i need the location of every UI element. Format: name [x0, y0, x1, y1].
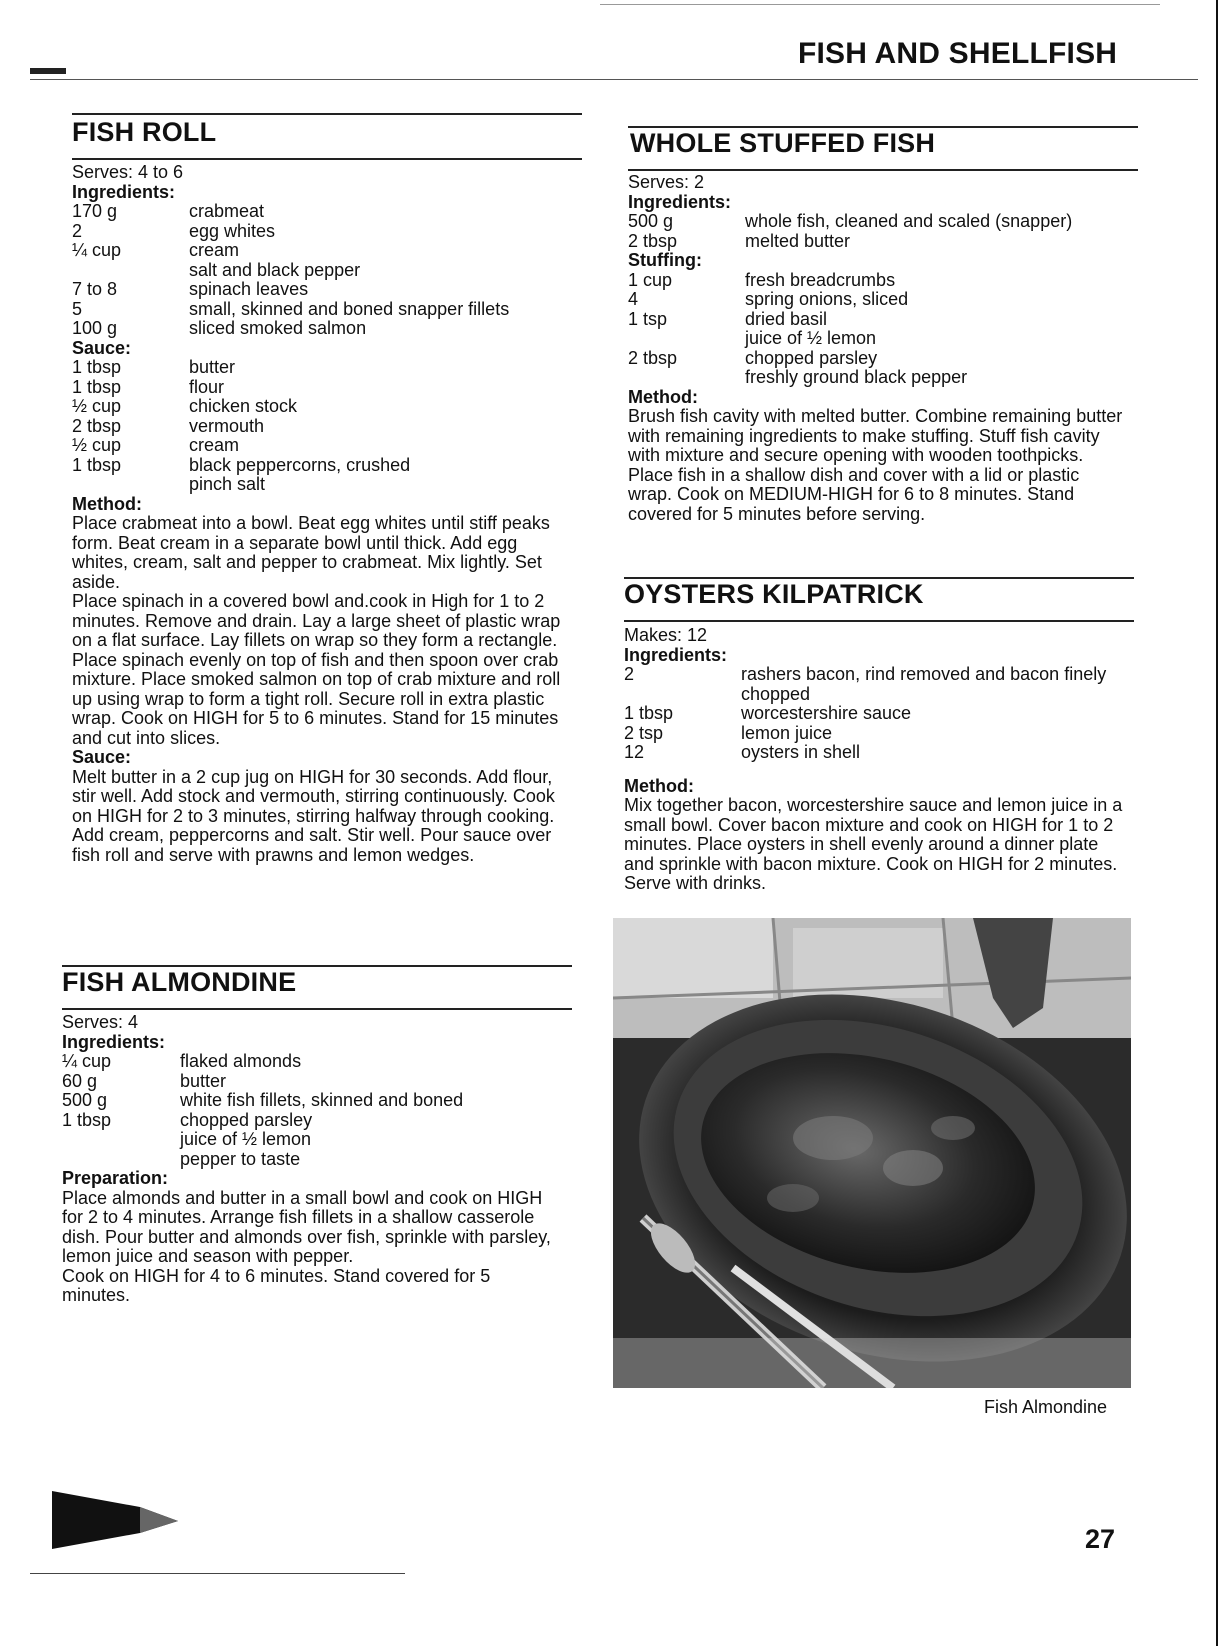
fish-almondine-serves: Serves: 4 — [62, 1012, 139, 1032]
ingredient-row — [72, 475, 582, 495]
ingredient-name: salt and black pepper — [189, 259, 361, 280]
right-edge-rule — [1216, 0, 1218, 1646]
ingredient-qty: ¼ cup — [72, 240, 122, 260]
ingredient-name: juice of ½ lemon — [745, 328, 877, 348]
ingredient-qty: 7 to 8 — [72, 279, 118, 299]
ingredient-name: sliced smoked salmon — [189, 318, 367, 338]
spacer — [624, 763, 1134, 777]
ingredient-qty: 1 tsp — [628, 308, 668, 329]
ingredient-row — [624, 665, 1134, 704]
ingredient-row — [72, 456, 582, 476]
ingredient-qty — [62, 1130, 180, 1150]
ingredient-qty: ¼ cup — [62, 1051, 112, 1071]
ingredient-name: egg whites — [189, 220, 276, 241]
ingredient-name: chopped parsley — [745, 347, 878, 368]
whole-stuffed-fish-method-text: Brush fish cavity with melted butter. Combine remaining butter with remaining ingredients to make stuffing. Stuff fish cavity with mixture and secure opening with wooden toothpicks. Place fish in a shallow dish and cover with a lid or plastic wrap. Cook on MEDIUM-HIGH for 6 to 8 minutes. Stand covered for 5 minutes before serving. — [628, 406, 1123, 524]
ingredient-qty: 170 g — [72, 201, 118, 221]
ingredient-row — [62, 1072, 572, 1092]
fish-almondine-ingredients-label: Ingredients: — [62, 1031, 166, 1052]
ingredient-qty: 2 — [624, 664, 635, 684]
ingredient-row — [72, 280, 582, 300]
ingredient-name: chopped parsley — [180, 1109, 313, 1130]
arrow-icon — [50, 1487, 180, 1553]
ingredient-name: black peppercorns, crushed — [189, 454, 411, 475]
ingredient-row — [628, 290, 1138, 310]
ingredient-name: pepper to taste — [180, 1148, 301, 1169]
ingredient-row — [628, 329, 1138, 349]
ingredient-name: dried basil — [745, 308, 828, 329]
fish-almondine-preparation-text: Place almonds and butter in a small bowl and cook on HIGH for 2 to 4 minutes. Arrange fish fillets in a shallow casserole dish. Pour butter and almonds over fish, sprinkle with parsley, lemon juice and season with pepper. Cook on HIGH for 4 to 6 minutes. Stand covered for 5 minutes. — [62, 1187, 551, 1305]
ingredient-row — [72, 378, 582, 398]
fish-roll-ingredient-list — [72, 202, 582, 339]
ingredient-row — [624, 704, 1134, 724]
ingredient-row — [628, 368, 1138, 388]
ingredient-qty — [72, 261, 189, 281]
ingredient-name: butter — [180, 1070, 227, 1091]
fish-roll-sauce-label: Sauce: — [72, 337, 132, 358]
ingredient-qty — [72, 475, 189, 495]
ingredient-row — [62, 1091, 572, 1111]
ingredient-row — [628, 212, 1138, 232]
oysters-kilpatrick-method-label: Method: — [624, 775, 694, 796]
ingredient-row — [624, 743, 1134, 763]
page-title: FISH AND SHELLFISH — [798, 37, 1118, 70]
ingredient-name: flaked almonds — [180, 1051, 302, 1071]
ingredient-qty: 2 tbsp — [628, 230, 678, 251]
whole-stuffed-fish-bottom-rule — [628, 169, 1138, 171]
ingredient-row — [624, 724, 1134, 744]
ingredient-row — [72, 222, 582, 242]
ingredient-qty: 2 tbsp — [628, 347, 678, 368]
page-number: 27 — [1085, 1524, 1116, 1554]
whole-stuffed-fish-stuffing-label: Stuffing: — [628, 250, 702, 270]
ingredient-qty: 60 g — [62, 1070, 98, 1091]
footer-arrow-mark — [50, 1487, 180, 1553]
ingredient-row — [62, 1130, 572, 1150]
ingredient-qty: 2 tbsp — [72, 415, 122, 436]
ingredient-qty: 4 — [628, 289, 639, 309]
ingredient-name: whole fish, cleaned and scaled (snapper) — [745, 211, 1073, 231]
oysters-kilpatrick-ingredient-list — [624, 665, 1134, 763]
ingredient-qty: ½ cup — [72, 396, 122, 416]
ingredient-row — [72, 358, 582, 378]
ingredient-qty: 1 tbsp — [72, 376, 122, 397]
fish-roll-top-rule — [72, 113, 582, 115]
ingredient-name: fresh breadcrumbs — [745, 269, 896, 290]
ingredient-qty: 100 g — [72, 318, 118, 338]
ingredient-row — [628, 232, 1138, 252]
ingredient-qty: 12 — [624, 742, 645, 762]
ingredient-qty: 500 g — [628, 211, 674, 231]
ingredient-name: rashers bacon, rind removed and bacon finely chopped — [741, 664, 1107, 704]
ingredient-qty: 500 g — [62, 1090, 108, 1110]
top-edge-rule — [600, 4, 1160, 5]
ingredient-qty — [628, 329, 745, 349]
ingredient-row — [62, 1111, 572, 1131]
ingredient-name: spinach leaves — [189, 279, 309, 299]
ingredient-name: butter — [189, 357, 236, 377]
ingredient-row — [628, 271, 1138, 291]
fish-roll-method-text: Place crabmeat into a bowl. Beat egg whites until stiff peaks form. Beat cream in a separate bowl until thick. Add egg whites, cream, salt and pepper to crabmeat. Mix lightly. Set aside. Place spinach in a covered bowl and.cook in High for 1 to 2 minutes. Remove and drain. Lay a large sheet of plastic wrap on a flat surface. Lay fillets on wrap so they form a rectangle. Place spinach evenly on top of fish and then spoon over crab mixture. Place smoked salmon on top of crab mixture and roll up using wrap to form a tight roll. Secure roll in extra plastic wrap. Cook on HIGH for 5 to 6 minutes. Stand for 15 minutes and cut into slices. — [72, 513, 561, 748]
ingredient-row — [72, 202, 582, 222]
whole-stuffed-fish-body — [628, 173, 1138, 524]
ingredient-name: spring onions, sliced — [745, 289, 909, 309]
fish-almondine-title: FISH ALMONDINE — [62, 967, 297, 997]
whole-stuffed-fish-ingredient-list — [628, 212, 1138, 251]
ingredient-qty: ½ cup — [72, 435, 122, 455]
ingredient-qty: 1 tbsp — [72, 454, 122, 475]
fish-roll-serves: Serves: 4 to 6 — [72, 162, 184, 182]
ingredient-name: pinch salt — [189, 474, 266, 494]
fish-almondine-preparation-label: Preparation: — [62, 1168, 169, 1188]
ingredient-name: cream — [189, 240, 240, 260]
fish-almondine-body — [62, 1013, 572, 1306]
ingredient-name: vermouth — [189, 415, 265, 436]
ingredient-row — [628, 349, 1138, 369]
oysters-kilpatrick-method-text: Mix together bacon, worcestershire sauce and lemon juice in a small bowl. Cover bacon mixture and cook on HIGH for 1 to 2 minutes. Place oysters in shell evenly around a dinner plate and sprinkle with bacon mixture. Cook on HIGH for 2 minutes. Serve with drinks. — [624, 795, 1123, 893]
fish-roll-ingredients-label: Ingredients: — [72, 181, 176, 202]
fish-roll-sauce-method-text: Melt butter in a 2 cup jug on HIGH for 30 seconds. Add flour, stir well. Add stock and vermouth, stirring continuously. Cook on HIGH for 2 to 3 minutes, stirring halfway through cooking. Add cream, peppercorns and salt. Stir well. Pour sauce over fish roll and serve with prawns and lemon wedges. — [72, 766, 555, 865]
ingredient-name: white fish fillets, skinned and boned — [180, 1090, 464, 1110]
oysters-kilpatrick-makes: Makes: 12 — [624, 625, 708, 645]
ingredient-name: flour — [189, 376, 225, 397]
ingredient-qty: 2 tsp — [624, 722, 664, 743]
fish-almondine-bottom-rule — [62, 1008, 572, 1010]
whole-stuffed-fish-stuffing-list — [628, 271, 1138, 388]
header-tick — [30, 68, 66, 74]
ingredient-qty: 1 tbsp — [72, 357, 122, 377]
ingredient-qty — [628, 368, 745, 388]
ingredient-name: juice of ½ lemon — [180, 1129, 312, 1149]
ingredient-row — [628, 310, 1138, 330]
ingredient-name: melted butter — [745, 230, 851, 251]
oysters-kilpatrick-body — [624, 626, 1134, 894]
whole-stuffed-fish-title: WHOLE STUFFED FISH — [630, 128, 936, 158]
whole-stuffed-fish-ingredients-label: Ingredients: — [628, 191, 732, 212]
ingredient-name: oysters in shell — [741, 742, 861, 762]
ingredient-row — [72, 417, 582, 437]
ingredient-qty: 1 tbsp — [62, 1109, 112, 1130]
ingredient-name: cream — [189, 435, 240, 455]
oysters-kilpatrick-title: OYSTERS KILPATRICK — [624, 579, 924, 609]
ingredient-row — [62, 1052, 572, 1072]
ingredient-qty: 5 — [72, 298, 83, 319]
whole-stuffed-fish-serves: Serves: 2 — [628, 172, 705, 192]
ingredient-name: freshly ground black pepper — [745, 367, 968, 387]
ingredient-row — [72, 261, 582, 281]
ingredient-name: lemon juice — [741, 722, 833, 743]
whole-stuffed-fish-method-label: Method: — [628, 386, 698, 407]
fish-almondine-photo — [613, 918, 1131, 1388]
ingredient-row — [72, 319, 582, 339]
fish-roll-method-label: Method: — [72, 493, 142, 514]
ingredient-row — [72, 436, 582, 456]
ingredient-qty: 1 tbsp — [624, 703, 674, 723]
ingredient-name: chicken stock — [189, 396, 298, 416]
header-rule — [30, 79, 1198, 80]
ingredient-row — [72, 241, 582, 261]
ingredient-row — [72, 397, 582, 417]
fish-roll-bottom-rule — [72, 158, 582, 160]
footer-rule — [30, 1573, 405, 1574]
ingredient-row — [72, 300, 582, 320]
ingredient-qty: 1 cup — [628, 269, 673, 290]
ingredient-name: worcestershire sauce — [741, 703, 912, 723]
photo-illustration — [613, 918, 1131, 1388]
ingredient-name: small, skinned and boned snapper fillets — [189, 298, 510, 319]
fish-roll-sauce-method-label: Sauce: — [72, 747, 132, 767]
ingredient-name: crabmeat — [189, 201, 265, 221]
oysters-kilpatrick-ingredients-label: Ingredients: — [624, 644, 728, 665]
oysters-kilpatrick-bottom-rule — [624, 620, 1134, 622]
fish-roll-body — [72, 163, 582, 865]
fish-almondine-ingredient-list — [62, 1052, 572, 1169]
fish-roll-title: FISH ROLL — [72, 117, 217, 147]
photo-caption: Fish Almondine — [984, 1397, 1108, 1417]
ingredient-row — [62, 1150, 572, 1170]
fish-roll-sauce-list — [72, 358, 582, 495]
ingredient-qty: 2 — [72, 220, 83, 241]
ingredient-qty — [62, 1150, 180, 1170]
